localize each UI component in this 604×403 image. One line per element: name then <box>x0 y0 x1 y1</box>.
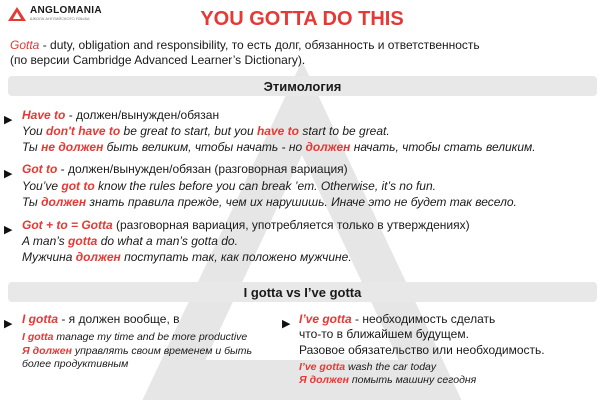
comparison-left-ru <box>22 345 252 357</box>
comparison-right-ru <box>299 374 476 386</box>
comparison-left-en <box>22 331 247 343</box>
comparison-right-term-line <box>299 312 495 326</box>
example-highlight: не должен <box>41 140 104 154</box>
example-highlight: должен <box>75 250 121 264</box>
example-text: start to be great. <box>298 124 390 138</box>
example-highlight: Я должен <box>299 374 349 386</box>
example-text: do what a man’s gotta do. <box>97 234 238 248</box>
example-en <box>22 179 436 193</box>
example-text: помыть машину сегодня <box>348 374 477 386</box>
etymology-term-line <box>22 162 348 176</box>
section-header-etymology <box>8 76 597 96</box>
comparison-right-meaning3: Разовое обязательство или необходимость. <box>299 343 545 357</box>
comparison-left-term-line <box>22 312 180 326</box>
section-header-comparison <box>8 282 597 302</box>
example-en <box>22 234 238 248</box>
example-highlight: должен <box>41 195 87 209</box>
comparison-right-meaning2: что-то в ближайшем будущем. <box>299 327 469 341</box>
comparison-right-en <box>299 361 436 373</box>
example-text: manage my time and be more productive <box>53 331 248 343</box>
triangle-bullet-icon: ▶ <box>4 318 13 330</box>
example-text: wash the car today <box>345 361 437 373</box>
etymology-meaning: - должен/вынужден/обязан <box>65 108 220 122</box>
example-text: Ты <box>22 195 42 209</box>
example-text: знать правила прежде, чем их нарушишь. Иначе это не будет так весело. <box>86 195 517 209</box>
example-text: Ты <box>22 140 42 154</box>
page-title: YOU GOTTA DO THIS <box>200 8 404 30</box>
example-text: быть великим, чтобы начать - но <box>103 140 306 154</box>
example-highlight: don't have to <box>46 124 121 138</box>
example-en <box>22 124 390 138</box>
example-ru <box>22 195 517 209</box>
logo-name: ANGLOMANIA <box>30 5 102 16</box>
etymology-term-line <box>22 108 219 122</box>
example-text: be great to start, but you <box>120 124 257 138</box>
comparison-term: I gotta <box>22 312 58 326</box>
definition-text: - duty, obligation and responsibility, то есть долг, обязанность и ответственность <box>39 38 480 52</box>
etymology-term-line <box>22 218 470 232</box>
etymology-term: Got to <box>22 162 58 176</box>
example-highlight: Я должен <box>22 345 72 357</box>
example-text: You’ve <box>22 179 62 193</box>
example-ru <box>22 250 352 264</box>
example-highlight: I’ve gotta <box>299 361 346 373</box>
logo-tagline: ШКОЛА АНГЛИЙСКОГО ЯЗЫКА <box>30 16 90 21</box>
example-highlight: gotta <box>68 234 98 248</box>
example-highlight: got to <box>61 179 95 193</box>
etymology-term: Got + to = Gotta <box>22 218 113 232</box>
example-text: начать, чтобы стать великим. <box>350 140 536 154</box>
section-header-label: Этимология <box>263 78 342 94</box>
example-text: Мужчина <box>22 250 76 264</box>
example-highlight: I gotta <box>22 331 54 343</box>
example-highlight: have to <box>256 124 299 138</box>
comparison-left-ru-cont: более продуктивным <box>22 358 129 370</box>
etymology-term: Have to <box>22 108 66 122</box>
definition-term: Gotta <box>10 38 40 52</box>
example-ru <box>22 140 536 154</box>
triangle-bullet-icon: ▶ <box>4 224 13 236</box>
comparison-term: I’ve gotta <box>299 312 352 326</box>
comparison-meaning: - я должен вообще, в <box>58 312 180 326</box>
etymology-meaning: - должен/вынужден/обязан (разговорная вариация) <box>57 162 348 176</box>
example-text: know the rules before you can break ’em. Otherwise, it’s no fun. <box>94 179 436 193</box>
example-text: You <box>22 124 47 138</box>
example-text: поступать так, как положено мужчине. <box>120 250 352 264</box>
comparison-meaning: - необходимость сделать <box>351 312 496 326</box>
etymology-meaning: (разговорная вариация, употребляется только в утверждениях) <box>112 218 470 232</box>
example-highlight: должен <box>305 140 351 154</box>
triangle-bullet-icon: ▶ <box>4 114 13 126</box>
example-text: A man’s <box>22 234 69 248</box>
definition-source: (по версии Cambridge Advanced Learner’s Dictionary). <box>10 53 306 67</box>
definition-line <box>10 38 480 52</box>
example-text: управлять своим временем и быть <box>71 345 253 357</box>
triangle-bullet-icon: ▶ <box>282 318 291 330</box>
triangle-bullet-icon: ▶ <box>4 168 13 180</box>
section-header-label: I gotta vs I’ve gotta <box>243 284 362 300</box>
